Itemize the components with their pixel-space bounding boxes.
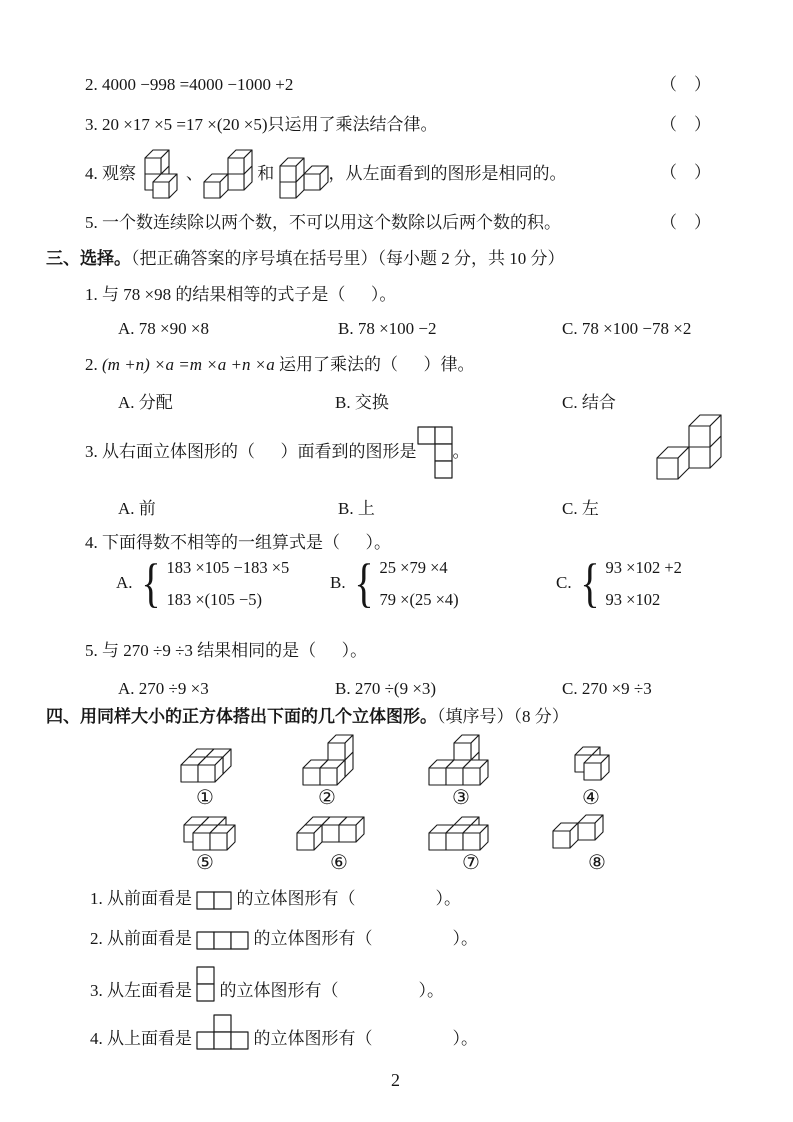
option-b-line1: 25 ×79 ×4 — [379, 557, 448, 577]
figure-label-4: ④ — [582, 787, 600, 809]
build-q3 — [90, 966, 444, 1002]
build-q2-pre: 2. 从前面看是 — [90, 929, 197, 948]
choice-q2-option-a: A. 分配 — [118, 393, 173, 412]
figure-label-5: ⑤ — [196, 852, 214, 874]
brace-glyph: { — [140, 553, 161, 613]
figure-label-1: ① — [196, 787, 214, 809]
judge-item-4-sep1: 、 — [186, 164, 203, 183]
view-shape-l — [417, 426, 453, 479]
judge-item-4-answer-blank: （ ） — [660, 163, 711, 182]
judge-item-3: 3. 20 ×17 ×5 =17 ×(20 ×5)只运用了乘法结合律。 — [85, 115, 438, 134]
build-q2-close: ）。 — [452, 929, 478, 948]
option-c-line1: 93 ×102 +2 — [605, 557, 682, 577]
choice-q4: 4. 下面得数不相等的一组算式是（ ）。 — [85, 533, 391, 552]
build-q2 — [90, 928, 478, 950]
cube-figure-2 — [302, 734, 354, 786]
choice-q5-option-a: A. 270 ÷9 ×3 — [118, 679, 209, 698]
choice-q5-option-b: B. 270 ÷(9 ×3) — [335, 679, 437, 698]
cube-figure-3 — [428, 734, 497, 786]
choice-q2-formula: (m +n) ×a =m ×a +n ×a — [102, 355, 275, 374]
option-c-label: C. — [556, 573, 572, 592]
top-view-t-shape — [196, 1014, 249, 1050]
figure-label-6: ⑥ — [330, 852, 348, 874]
build-section-heading — [46, 706, 569, 728]
choice-q5-option-c: C. 270 ×9 ÷3 — [562, 679, 652, 698]
choice-q2-suffix: 运用了乘法的（ ）律。 — [274, 355, 475, 374]
judge-item-5: 5. 一个数连续除以两个数，不可以用这个数除以后两个数的积。 — [85, 213, 561, 232]
build-q4-close: ）。 — [452, 1029, 478, 1048]
choice-q3 — [85, 412, 470, 492]
brace-glyph: { — [579, 553, 600, 613]
option-b-line2: 79 ×(25 ×4) — [379, 589, 459, 609]
judge-item-4-post: ，从左面看到的图形是相同的。 — [328, 164, 567, 183]
judge-item-2-answer-blank: （ ） — [660, 75, 711, 94]
choice-q2-num: 2. — [85, 355, 102, 374]
option-a-label: A. — [116, 573, 133, 592]
build-q3-close: ）。 — [418, 981, 444, 1000]
front-view-three-squares — [196, 931, 249, 950]
build-q3-post: 的立体图形有（ — [215, 981, 339, 1000]
choice-q3-period: 。 — [452, 442, 470, 461]
build-heading-text: 四、用同样大小的正方体搭出下面的几个立体图形。 — [46, 707, 437, 726]
cube-figure-4 — [566, 746, 618, 781]
build-q4-pre: 4. 从上面看是 — [90, 1029, 197, 1048]
choice-q2 — [85, 354, 474, 376]
cube-figure-5 — [175, 816, 244, 851]
build-q3-pre: 3. 从左面看是 — [90, 981, 197, 1000]
page-number: 2 — [391, 1070, 400, 1090]
choice-q3-text: 3. 从右面立体图形的（ ）面看到的图形是 — [85, 442, 417, 461]
choice-q1-option-c: C. 78 ×100 −78 ×2 — [562, 319, 692, 338]
option-a-line2: 183 ×(105 −5) — [166, 589, 263, 609]
choice-q1-option-b: B. 78 ×100 −2 — [338, 319, 437, 338]
choice-q4-option-b — [330, 554, 459, 612]
judge-item-4-pre: 4. 观察 — [85, 164, 136, 183]
build-heading-instruction: （填序号）（8 分） — [437, 707, 569, 726]
option-c-line2: 93 ×102 — [605, 589, 661, 609]
choice-q4-option-a — [116, 554, 289, 612]
choice-q1: 1. 与 78 ×98 的结果相等的式子是（ ）。 — [85, 285, 397, 304]
choice-q2-option-b: B. 交换 — [335, 393, 389, 412]
brace-glyph: { — [353, 553, 374, 613]
option-b-label: B. — [330, 573, 346, 592]
build-q4-post: 的立体图形有（ — [249, 1029, 373, 1048]
judge-item-4 — [85, 142, 567, 206]
choice-q3-option-b: B. 上 — [338, 499, 375, 518]
figure-label-2: ② — [318, 787, 336, 809]
choice-heading-instruction: （把正确答案的序号填在括号里）（每小题 2 分，共 10 分） — [131, 249, 565, 268]
build-q1-post: 的立体图形有（ — [232, 889, 356, 908]
choice-q2-option-c: C. 结合 — [562, 393, 616, 412]
judge-item-3-answer-blank: （ ） — [660, 115, 711, 134]
cube-figure-8 — [552, 814, 604, 849]
figure-label-7: ⑦ — [462, 852, 480, 874]
solid-cube-figure — [656, 414, 722, 480]
front-view-two-squares — [196, 891, 232, 910]
judge-item-5-answer-blank: （ ） — [660, 213, 711, 232]
build-q1 — [90, 888, 461, 910]
left-view-two-stacked-squares — [196, 966, 215, 1002]
option-a-line1: 183 ×105 −183 ×5 — [166, 557, 290, 577]
choice-q3-option-c: C. 左 — [562, 499, 599, 518]
build-q2-post: 的立体图形有（ — [249, 929, 373, 948]
cube-figure-b — [203, 149, 253, 199]
build-q1-close: ）。 — [435, 889, 461, 908]
cube-figure-7 — [428, 816, 497, 851]
choice-q1-option-a: A. 78 ×90 ×8 — [118, 319, 209, 338]
cube-figure-a — [136, 149, 186, 199]
choice-q4-option-c — [556, 554, 682, 612]
judge-item-2: 2. 4000 −998 =4000 −1000 +2 — [85, 75, 294, 94]
build-q4 — [90, 1014, 478, 1050]
figure-label-3: ③ — [452, 787, 470, 809]
choice-heading-text: 三、选择。 — [46, 249, 131, 268]
choice-section-heading — [46, 248, 565, 270]
figure-label-8: ⑧ — [588, 852, 606, 874]
cube-figure-c — [279, 149, 329, 199]
cube-figure-1 — [180, 748, 232, 783]
choice-q3-option-a: A. 前 — [118, 499, 156, 518]
cube-figure-6 — [296, 816, 365, 851]
judge-item-4-sep2: 和 — [253, 164, 279, 183]
choice-q5: 5. 与 270 ÷9 ÷3 结果相同的是（ ）。 — [85, 641, 368, 660]
build-q1-pre: 1. 从前面看是 — [90, 889, 197, 908]
